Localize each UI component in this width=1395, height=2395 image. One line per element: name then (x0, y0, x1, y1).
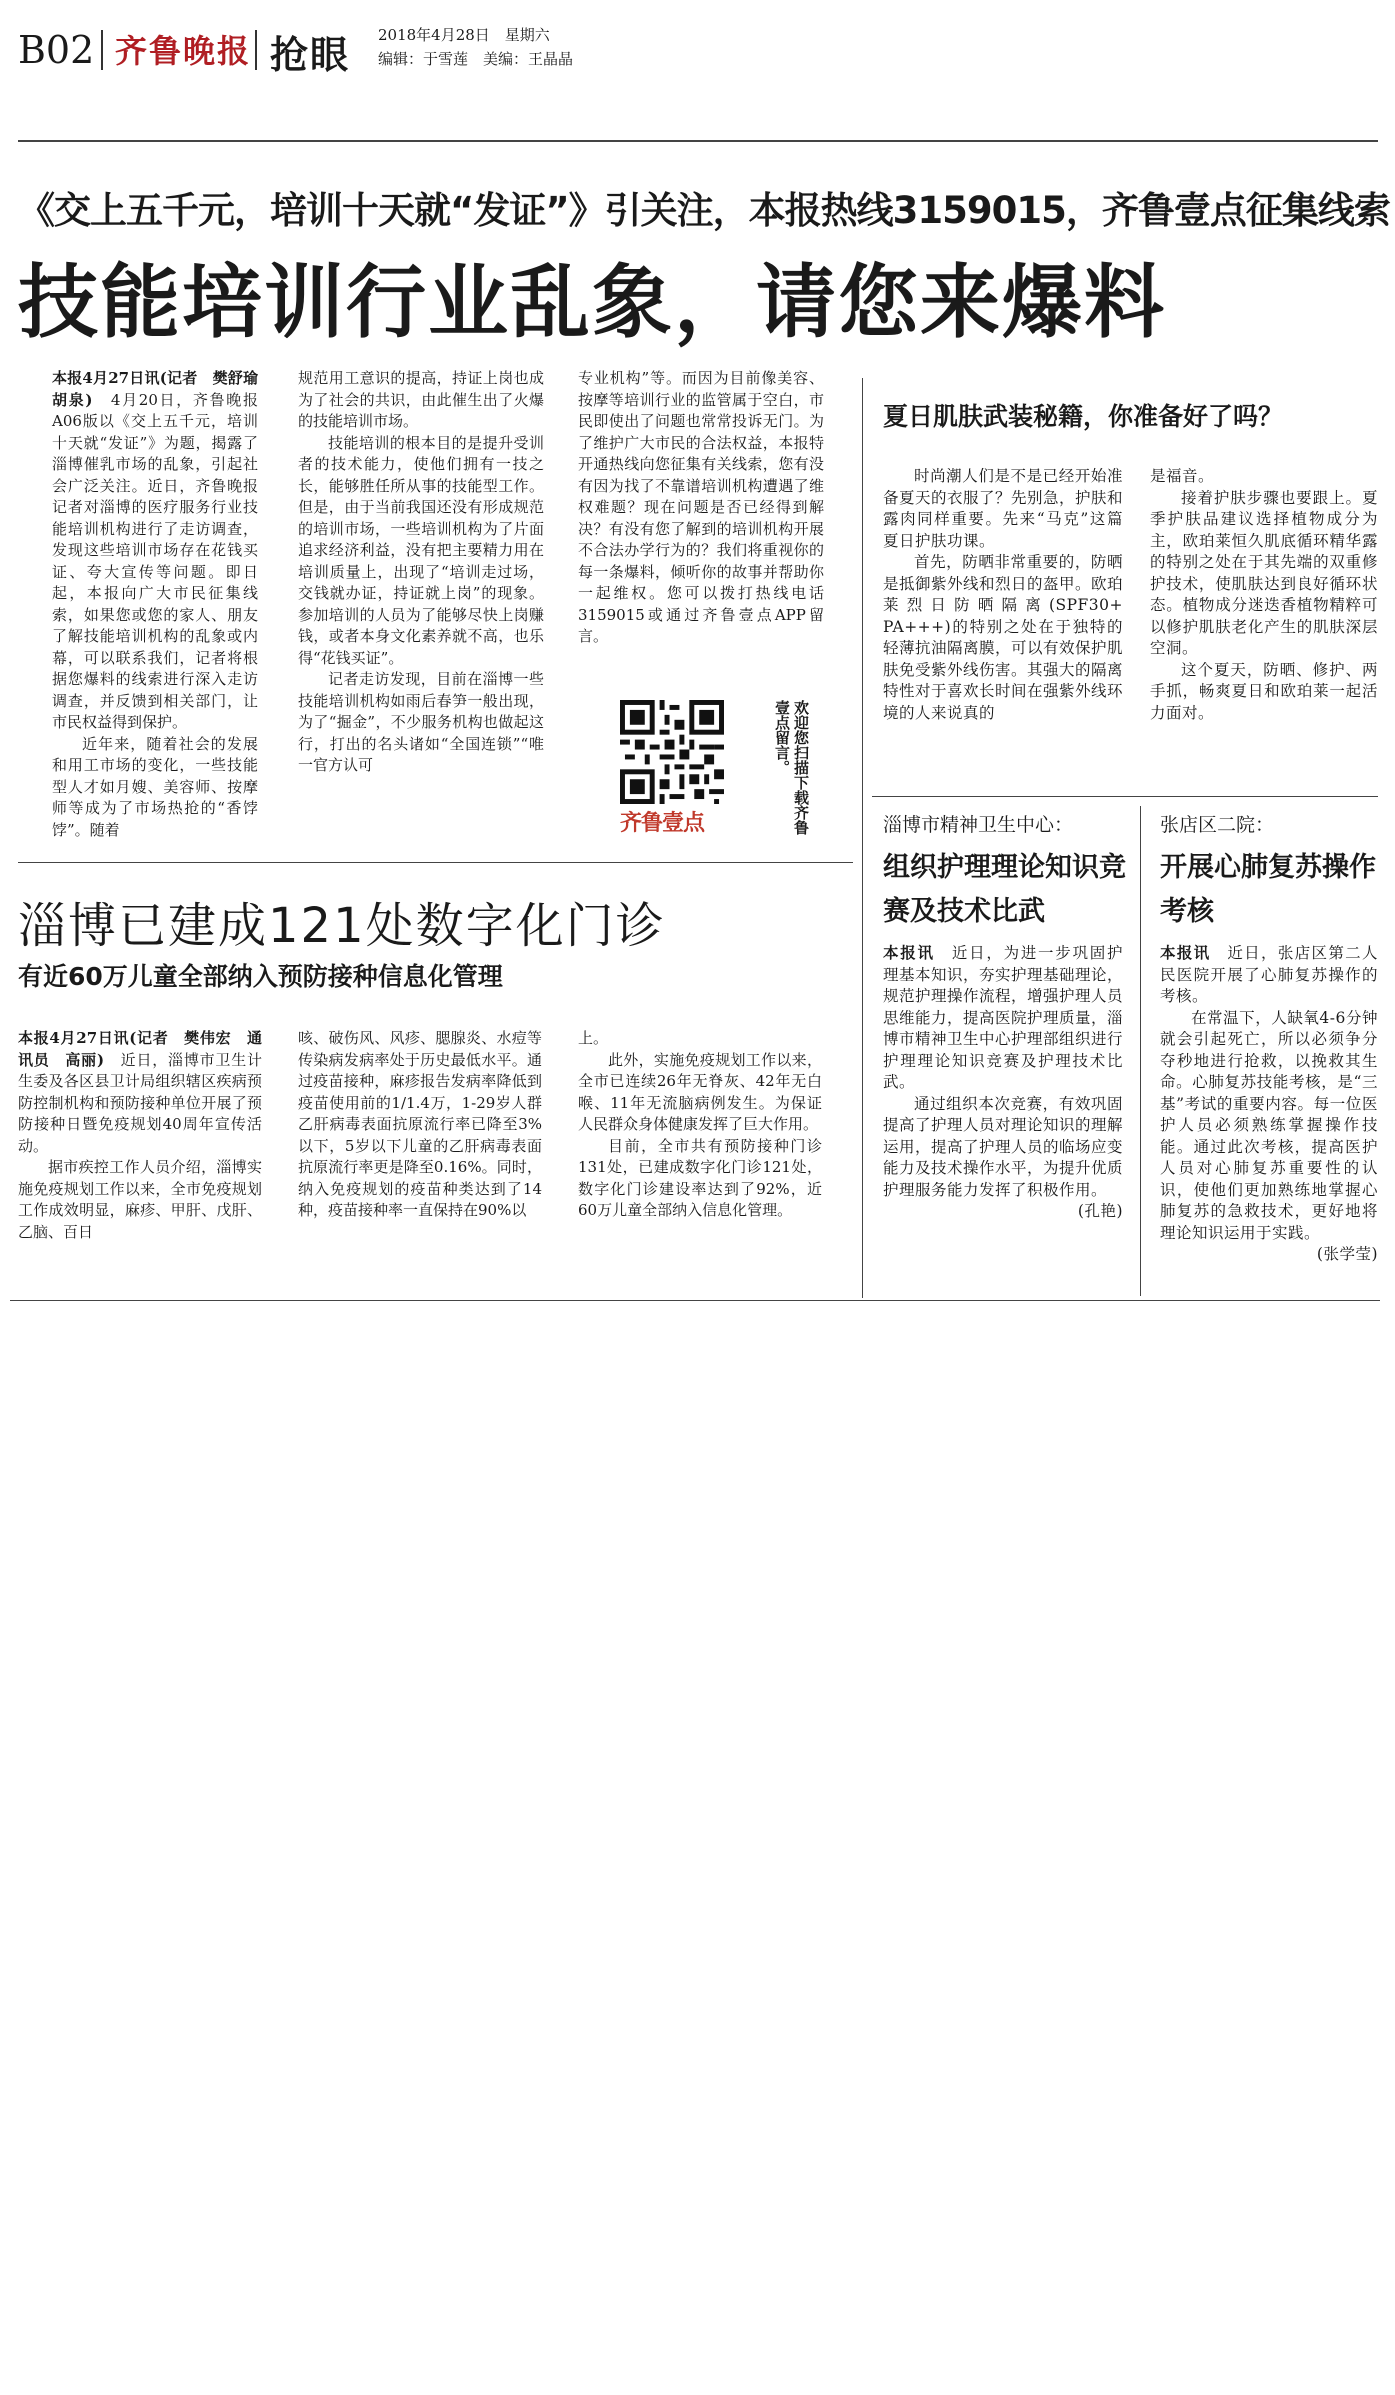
right1-paragraph: 接着护肤步骤也要跟上。夏季护肤品建议选择植物成分为主，欧珀莱恒久肌底循环精华露的特别之处在于其先端的双重修护技术，使肌肤达到良好循环状态。植物成分迷迭香植物精粹可以修护肌肤老化产生的肌肤深层空洞。 (1150, 488, 1378, 657)
header-rule (18, 140, 1378, 142)
qr-caption: 欢迎您扫描下载齐鲁壹点留言。 (773, 700, 810, 835)
story2-paragraph: 咳、破伤风、风疹、腮腺炎、水痘等传染病发病率处于历史最低水平。通过疫苗接种，麻疹报告发病率降低到疫苗使用前的1/1.4万，1-29岁人群乙肝病毒表面抗原流行率已降至3%以下，5岁以下儿童的乙肝病毒表面抗原流行率更是降至0.16%。同时，纳入免疫规划的疫苗种类达到了14种，疫苗接种率一直保持在90%以 (298, 1029, 542, 1219)
right3-headline: 开展心肺复苏操作考核 (1160, 852, 1376, 927)
right2-body (883, 942, 1123, 1223)
section-rule (872, 796, 1378, 797)
story2-paragraph: 此外，实施免疫规划工作以来，全市已连续26年无脊灰、42年无白喉、11年无流脑病例发生。为保证人民群众身体健康发挥了巨大作用。 (578, 1050, 822, 1133)
right1-column-1 (883, 466, 1140, 724)
lead-paragraph: 专业机构”等。而因为目前像美容、按摩等培训行业的监管属于空白，市民即使出了问题也常常投诉无门。为了维护广大市民的合法权益，本报特开通热线向您征集有关线索，您有没有因为找了不靠谱培训机构遭遇了维权难题？现在问题是否已经得到解决？有没有您了解到的培训机构开展不合法办学行为的？我们将重视你的每一条爆料，倾听你的故事并帮助你一起维权。您可以拨打热线电话3159015或通过齐鲁壹点APP留言。 (578, 369, 824, 645)
story2-column-2 (298, 1028, 542, 1222)
editor-line: 编辑：于雪莲 美编：王晶晶 (378, 50, 574, 68)
column-rule (862, 378, 863, 1298)
lead-paragraph: 技能培训的根本目的是提升受训者的技术能力，使他们拥有一技之长，能够胜任所从事的技能型工作。但是，由于当前我国还没有形成规范的培训市场，一些培训机构为了片面追求经济利益，没有把主要精力用在培训质量上，出现了“培训走过场，交钱就办证，持证就上岗”的现象。参加培训的人员为了能够尽快上岗赚钱，或者本身文化素养就不高，也乐得“花钱买证”。 (298, 433, 544, 667)
story2-subheadline: 有近60万儿童全部纳入预防接种信息化管理 (18, 962, 503, 991)
lead-kicker: 《交上五千元，培训十天就“发证”》引关注，本报热线3159015，齐鲁壹点征集线索 (18, 189, 1390, 232)
right2-signature: (孔艳) (1077, 1202, 1123, 1220)
bottom-rule (10, 1300, 1380, 1301)
right2-byline: 本报讯 (883, 943, 935, 962)
right2-label: 淄博市精神卫生中心： (883, 814, 1074, 836)
right1-paragraph: 首先，防晒非常重要的，防晒是抵御紫外线和烈日的盔甲。欧珀莱烈日防晒隔离(SPF30+ PA+++)的特别之处在于独特的轻薄抗油隔离膜，可以有效保护肌肤免受紫外线伤害。其强大的隔离特性对于喜欢长时间在强紫外线环境的人来说真的 (883, 553, 1140, 722)
right2-paragraph: 近日，为进一步巩固护理基本知识，夯实护理基础理论，规范护理操作流程，增强护理人员思维能力，提高医院护理质量，淄博市精神卫生中心护理部组织进行护理理论知识竞赛及护理技术比武。 (883, 944, 1124, 1091)
header-divider (255, 30, 257, 70)
right1-headline: 夏日肌肤武装秘籍，你准备好了吗？ (883, 402, 1284, 431)
right2-paragraph: 通过组织本次竞赛，有效巩固提高了护理人员对理论知识的理解运用，提高了护理人员的临场应变能力及技术操作水平，为提升优质护理服务能力发挥了积极作用。 (883, 1094, 1124, 1199)
date-line: 2018年4月28日 星期六 (378, 26, 550, 44)
story2-paragraph: 据市疾控工作人员介绍，淄博实施免疫规划工作以来，全市免疫规划工作成效明显，麻疹、甲肝、戊肝、乙脑、百日 (18, 1158, 262, 1241)
lead-byline: 本报4月27日讯(记者 樊舒瑜 胡泉) (52, 369, 274, 409)
right3-signature: (张学莹) (1316, 1245, 1378, 1263)
section-rule (18, 862, 853, 863)
qr-code-icon[interactable] (620, 700, 724, 804)
section-name: 抢眼 (270, 32, 351, 77)
right2-headline: 组织护理理论知识竞赛及技术比武 (883, 852, 1126, 927)
story2-column-3 (578, 1028, 822, 1222)
lead-paragraph: 近年来，随着社会的发展和用工市场的变化，一些技能型人才如月嫂、美容师、按摩师等成为了市场热抢的“香饽饽”。随着 (52, 734, 258, 839)
qilu-yidian-logo: 齐鲁壹点 (620, 811, 705, 836)
story2-byline: 本报4月27日讯(记者 樊伟宏 通讯员 高丽) (18, 1029, 262, 1069)
right3-label: 张店区二院： (1160, 814, 1275, 836)
header-divider (101, 30, 103, 70)
story2-paragraph: 近日，淄博市卫生计生委及各区县卫计局组织辖区疾病预防控制机构和预防接种单位开展了预防接种日暨免疫规划40周年宣传活动。 (18, 1050, 262, 1155)
right3-byline: 本报讯 (1160, 943, 1211, 962)
right3-paragraph: 在常温下，人缺氧4-6分钟就会引起死亡，所以必须争分夺秒地进行抢救，以挽救其生命。心肺复苏技能考核，是“三基”考试的重要内容。每一位医护人员必须熟练掌握操作技能。通过此次考核，提高医护人员对心肺复苏重要性的认识，使他们更加熟练地掌握心肺复苏的急救技术，更好地将理论知识运用于实践。 (1160, 1008, 1378, 1242)
story2-headline: 淄博已建成121处数字化门诊 (18, 898, 666, 954)
column-rule (1140, 806, 1141, 1296)
right3-paragraph: 近日，张店区第二人民医院开展了心肺复苏操作的考核。 (1160, 944, 1378, 1005)
story2-paragraph: 目前，全市共有预防接种门诊131处，已建成数字化门诊121处，数字化门诊建设率达到了92%，近60万儿童全部纳入信息化管理。 (578, 1136, 822, 1219)
right1-paragraph: 时尚潮人们是不是已经开始准备夏天的衣服了？先别急，护肤和露肉同样重要。先来“马克”这篇夏日护肤功课。 (883, 467, 1124, 550)
lead-column-3 (578, 368, 824, 648)
right1-column-2 (1150, 466, 1378, 724)
right3-body (1160, 942, 1378, 1266)
story2-paragraph: 上。 (578, 1029, 609, 1047)
lead-paragraph: 规范用工意识的提高，持证上岗也成为了社会的共识，由此催生出了火爆的技能培训市场。 (298, 369, 544, 430)
lead-paragraph: 记者走访发现，目前在淄博一些技能培训机构如雨后春笋一般出现，为了“掘金”，不少服务机构也做起这行，打出的名头诸如“全国连锁”“唯一官方认可 (298, 670, 544, 774)
right1-paragraph: 是福音。 (1150, 467, 1215, 485)
lead-headline: 技能培训行业乱象，请您来爆料 (18, 256, 1166, 349)
lead-column-1 (52, 368, 274, 841)
right1-paragraph: 这个夏天，防晒、修护、两手抓，畅爽夏日和欧珀莱一起活力面对。 (1150, 660, 1378, 722)
lead-column-2 (298, 368, 544, 777)
story2-column-1 (18, 1028, 262, 1243)
page-code: B02 (18, 28, 95, 72)
lead-paragraph: 4月20日，齐鲁晚报A06版以《交上五千元，培训十天就“发证”》为题，揭露了淄博催乳市场的乱象，引起社会广泛关注。近日，齐鲁晚报记者对淄博的医疗服务行业技能培训机构进行了走访调查，发现这些培训市场存在花钱买证、夸大宣传等问题。即日起，本报向广大市民征集线索，如果您或您的家人、朋友了解技能培训机构的乱象或内幕，可以联系我们，记者将根据您爆料的线索进行深入走访调查，并反馈到相关部门，让市民权益得到保护。 (52, 390, 258, 731)
masthead-logo: 齐鲁晚报 (115, 32, 252, 70)
